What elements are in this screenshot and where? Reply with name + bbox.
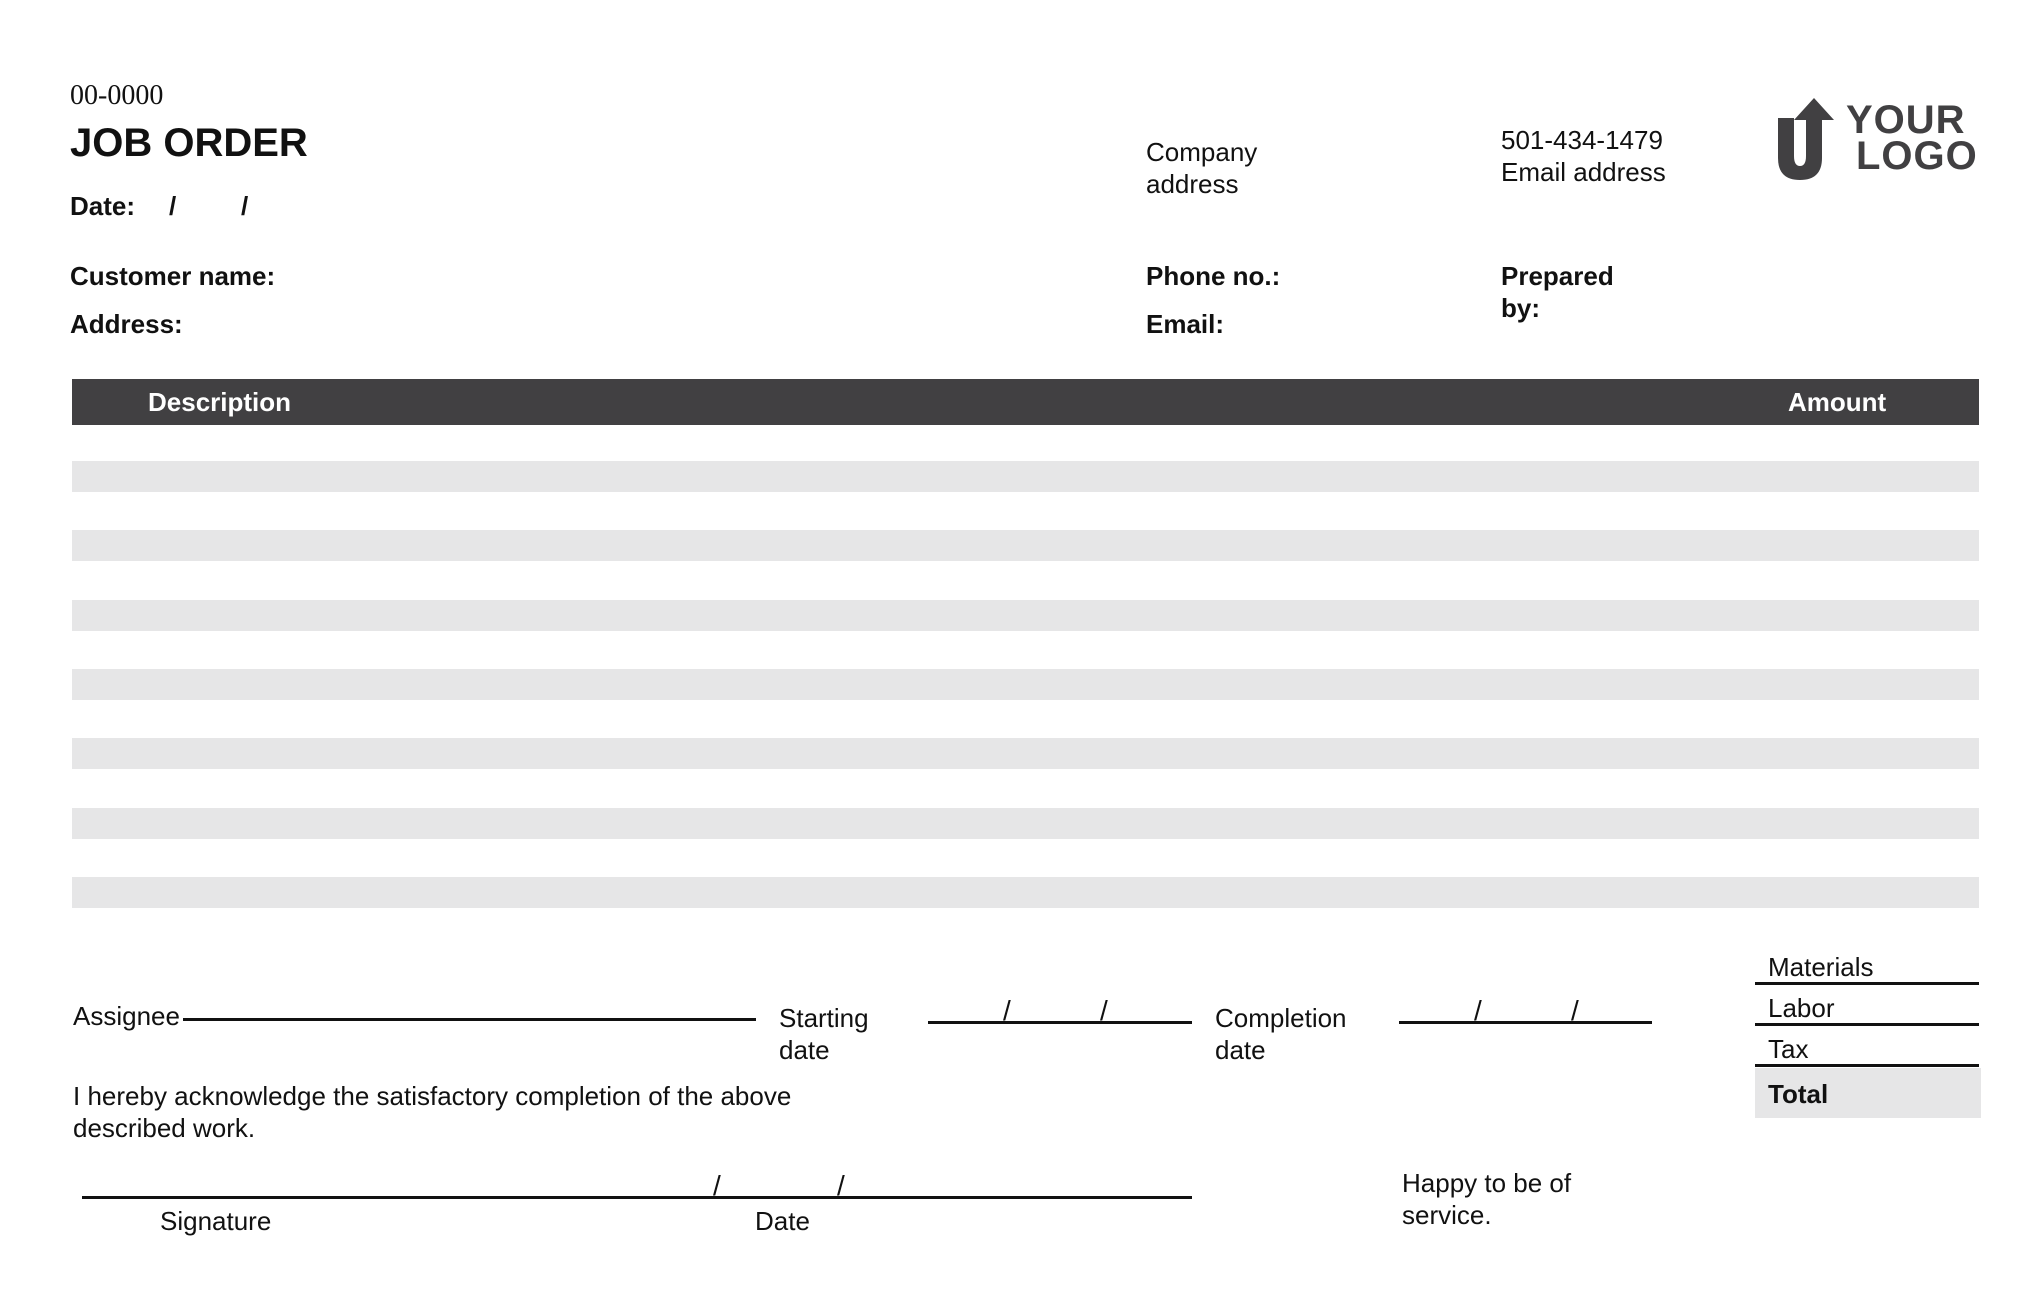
table-row xyxy=(72,877,1979,908)
signature-label: Signature xyxy=(160,1206,272,1236)
starting-date-label-line2: date xyxy=(779,1035,830,1065)
signature-date-separator-1: / xyxy=(713,1170,721,1201)
completion-date-label-line1: Completion xyxy=(1215,1003,1347,1033)
logo-arrow-icon xyxy=(1776,96,1854,186)
acknowledge-text-line1: I hereby acknowledge the satisfactory completion of the above xyxy=(73,1081,792,1111)
tax-line xyxy=(1755,1064,1979,1067)
starting-date-separator-1: / xyxy=(1003,995,1011,1026)
company-phone: 501-434-1479 xyxy=(1501,125,1663,155)
document-number: 00-0000 xyxy=(70,80,164,111)
logo-text-line1: YOUR xyxy=(1846,98,1966,142)
starting-date-separator-2: / xyxy=(1100,995,1108,1026)
page-title: JOB ORDER xyxy=(70,121,308,165)
signature-date-separator-2: / xyxy=(837,1170,845,1201)
labor-label: Labor xyxy=(1768,993,1835,1023)
table-row xyxy=(72,738,1979,769)
column-header-amount: Amount xyxy=(1788,387,1887,417)
table-header xyxy=(72,379,1979,425)
starting-date-line[interactable] xyxy=(928,1021,1192,1024)
table-row xyxy=(72,461,1979,492)
assignee-line[interactable] xyxy=(183,1018,756,1021)
phone-label: Phone no.: xyxy=(1146,261,1281,291)
email-label: Email: xyxy=(1146,309,1225,339)
company-logo xyxy=(1776,96,1981,186)
prepared-by-label-line2: by: xyxy=(1501,293,1540,323)
closing-text-line2: service. xyxy=(1402,1200,1492,1230)
starting-date-label-line1: Starting xyxy=(779,1003,869,1033)
materials-line xyxy=(1755,982,1979,985)
total-row xyxy=(1755,1068,1981,1118)
signature-line[interactable] xyxy=(82,1196,1192,1199)
signature-date-label: Date xyxy=(755,1206,810,1236)
table-row xyxy=(72,600,1979,631)
prepared-by-label-line1: Prepared xyxy=(1501,261,1614,291)
completion-date-separator-2: / xyxy=(1571,995,1579,1026)
materials-label: Materials xyxy=(1768,952,1874,982)
labor-line xyxy=(1755,1023,1979,1026)
total-label: Total xyxy=(1768,1079,1829,1109)
table-row xyxy=(72,669,1979,700)
company-email: Email address xyxy=(1501,157,1666,187)
customer-name-label: Customer name: xyxy=(70,261,276,291)
company-address-line2: address xyxy=(1146,169,1239,199)
company-address-line1: Company xyxy=(1146,137,1258,167)
completion-date-line[interactable] xyxy=(1399,1021,1652,1024)
date-label: Date: xyxy=(70,191,136,221)
table-row xyxy=(72,530,1979,561)
tax-label: Tax xyxy=(1768,1034,1809,1064)
customer-address-label: Address: xyxy=(70,309,183,339)
column-header-description: Description xyxy=(148,387,292,417)
completion-date-label-line2: date xyxy=(1215,1035,1266,1065)
date-separator-1: / xyxy=(169,191,177,221)
completion-date-separator-1: / xyxy=(1474,995,1482,1026)
closing-text-line1: Happy to be of xyxy=(1402,1168,1572,1198)
assignee-label: Assignee xyxy=(73,1001,180,1031)
date-separator-2: / xyxy=(241,191,249,221)
table-row xyxy=(72,808,1979,839)
logo-text-line2: LOGO xyxy=(1856,134,1978,178)
acknowledge-text-line2: described work. xyxy=(73,1113,256,1143)
